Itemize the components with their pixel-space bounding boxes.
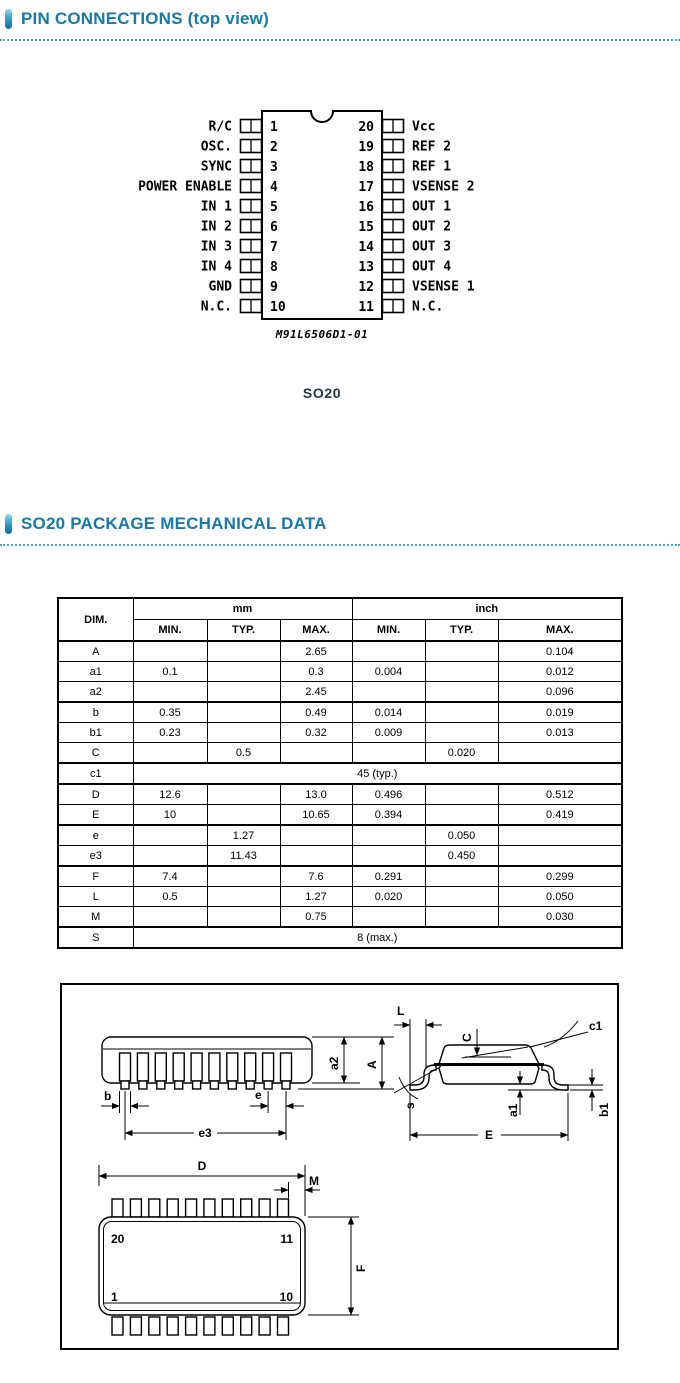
pin-label: N.C. — [412, 299, 444, 315]
cell: c1 — [58, 763, 133, 784]
cell: 13.0 — [280, 784, 352, 805]
pin-label: GND — [208, 279, 232, 295]
package-body-top — [99, 1217, 305, 1315]
cell — [498, 846, 622, 867]
cell: 10 — [133, 805, 207, 826]
cell: D — [58, 784, 133, 805]
cell: C — [58, 743, 133, 764]
pin-number: 3 — [270, 160, 278, 175]
cell: L — [58, 887, 133, 907]
cell — [133, 641, 207, 662]
table-row — [58, 907, 622, 928]
body-bottom-half — [439, 1064, 539, 1084]
dim-label-a1: a1 — [506, 1103, 520, 1117]
cell — [133, 682, 207, 703]
dim-label-C: C — [460, 1033, 474, 1042]
cell: e — [58, 825, 133, 846]
cell: F — [58, 866, 133, 887]
pin-label: OUT 1 — [412, 199, 452, 215]
top-view-top-leads — [112, 1199, 289, 1217]
cell — [352, 743, 425, 764]
pin-label: OUT 2 — [412, 219, 452, 235]
cell: 2.45 — [280, 682, 352, 703]
pin-label: VSENSE 1 — [412, 279, 475, 295]
pin-number: 19 — [358, 140, 374, 155]
cell — [133, 743, 207, 764]
table-row — [58, 662, 622, 682]
dim-label-e: e — [255, 1088, 262, 1102]
cell: 0.020 — [352, 887, 425, 907]
table-row — [58, 866, 622, 887]
cell — [425, 641, 498, 662]
table-row — [58, 641, 622, 662]
cell: 0.32 — [280, 723, 352, 743]
pin-number: 4 — [270, 180, 278, 195]
col-header: mm — [133, 598, 352, 620]
cell — [352, 846, 425, 867]
pin-number: 12 — [358, 280, 374, 295]
col-header: MAX. — [498, 620, 622, 642]
cell: 0.35 — [133, 702, 207, 723]
left-lead — [410, 1065, 436, 1090]
cell: 0.013 — [498, 723, 622, 743]
dim-label-E: E — [484, 1128, 494, 1142]
pin-label: IN 4 — [200, 259, 232, 275]
cell — [425, 887, 498, 907]
dim-label-s: s — [403, 1102, 417, 1109]
table-row — [58, 887, 622, 907]
cell: 0.75 — [280, 907, 352, 928]
table-row — [58, 784, 622, 805]
cell: 0.020 — [425, 743, 498, 764]
cell: 0.23 — [133, 723, 207, 743]
section-mechanical-data — [0, 511, 680, 546]
cell: 10.65 — [280, 805, 352, 826]
cell: 0.050 — [498, 887, 622, 907]
end-view — [394, 1004, 611, 1142]
cell — [425, 805, 498, 826]
cell: 0.49 — [280, 702, 352, 723]
table-row — [58, 702, 622, 723]
cell — [352, 682, 425, 703]
corner-pin-number: 10 — [279, 1290, 293, 1304]
section-title: SO20 PACKAGE MECHANICAL DATA — [21, 514, 327, 533]
table-row — [58, 723, 622, 743]
table-row — [58, 763, 622, 784]
table-row — [58, 927, 622, 948]
col-header: TYP. — [425, 620, 498, 642]
cell: a2 — [58, 682, 133, 703]
pin-label: SYNC — [200, 159, 232, 175]
cell: b1 — [58, 723, 133, 743]
cell — [425, 723, 498, 743]
table-subheader-row — [58, 620, 622, 642]
pin-label: IN 2 — [200, 219, 232, 235]
pin-label: OUT 4 — [412, 259, 452, 275]
cell: A — [58, 641, 133, 662]
dim-label-e3: e3 — [198, 1126, 212, 1140]
top-view-bottom-leads — [112, 1317, 289, 1335]
pin-label: OSC. — [200, 139, 232, 155]
right-lead — [542, 1065, 568, 1090]
cell: 0.104 — [498, 641, 622, 662]
cell: 0.512 — [498, 784, 622, 805]
cell — [498, 825, 622, 846]
dim-label-b1: b1 — [597, 1102, 611, 1117]
cell: 0.014 — [352, 702, 425, 723]
cell: 0.5 — [207, 743, 280, 764]
pin-number: 16 — [358, 200, 374, 215]
cell: 7.4 — [133, 866, 207, 887]
cell — [207, 723, 280, 743]
pin-label: POWER ENABLE — [138, 179, 232, 195]
pinout-diagram — [120, 103, 480, 403]
col-header: inch — [352, 598, 622, 620]
cell — [425, 866, 498, 887]
dim-label-L: L — [397, 1004, 405, 1018]
cell: a1 — [58, 662, 133, 682]
pin-label: IN 1 — [200, 199, 232, 215]
pin-number: 6 — [270, 220, 278, 235]
cell — [207, 866, 280, 887]
corner-pin-number: 11 — [280, 1232, 293, 1246]
pin-number: 11 — [358, 300, 374, 315]
table-row — [58, 846, 622, 867]
col-header: MAX. — [280, 620, 352, 642]
top-view — [99, 1159, 368, 1335]
table-row — [58, 825, 622, 846]
pin-number: 9 — [270, 280, 278, 295]
corner-pin-number: 20 — [111, 1232, 125, 1246]
cell — [280, 846, 352, 867]
cell: 11.43 — [207, 846, 280, 867]
side-view — [101, 1037, 394, 1140]
cell — [498, 743, 622, 764]
pin-number: 10 — [270, 300, 286, 315]
pin-label: N.C. — [200, 299, 232, 315]
cell — [207, 641, 280, 662]
package-drawing-box — [60, 983, 619, 1350]
cell: S — [58, 927, 133, 948]
cell: 0.496 — [352, 784, 425, 805]
package-caption: SO20 — [302, 385, 342, 401]
pin-number: 15 — [358, 220, 374, 235]
cell — [280, 743, 352, 764]
table-row — [58, 682, 622, 703]
pin-number: 2 — [270, 140, 278, 155]
section-pin-connections — [0, 6, 680, 41]
heading-bar-icon — [5, 514, 12, 534]
pin-number: 7 — [270, 240, 278, 255]
cell — [425, 662, 498, 682]
dim-label-M: M — [309, 1174, 319, 1188]
pin-label: R/C — [208, 119, 232, 135]
cell — [425, 682, 498, 703]
section-title: PIN CONNECTIONS (top view) — [21, 9, 269, 28]
cell — [207, 702, 280, 723]
table-header-row — [58, 598, 622, 620]
dim-label-b: b — [104, 1089, 112, 1103]
col-header: DIM. — [58, 598, 133, 641]
mechanical-data-table — [57, 597, 623, 949]
pin-number: 20 — [358, 120, 374, 135]
cell — [352, 825, 425, 846]
pin-number: 1 — [270, 120, 278, 135]
heading-bar-icon — [5, 9, 12, 29]
cell: 0.019 — [498, 702, 622, 723]
cell — [133, 846, 207, 867]
cell: b — [58, 702, 133, 723]
col-header: TYP. — [207, 620, 280, 642]
pin-number: 17 — [358, 180, 374, 195]
pin-number: 13 — [358, 260, 374, 275]
cell — [207, 907, 280, 928]
cell: 0.3 — [280, 662, 352, 682]
dim-label-a2: a2 — [327, 1056, 341, 1070]
col-header: MIN. — [352, 620, 425, 642]
cell: 45 (typ.) — [133, 763, 622, 784]
dim-label-c1: c1 — [589, 1019, 603, 1033]
dim-label-D: D — [197, 1159, 207, 1173]
cell: 2.65 — [280, 641, 352, 662]
cell: e3 — [58, 846, 133, 867]
table-row — [58, 743, 622, 764]
cell: 0.004 — [352, 662, 425, 682]
cell — [133, 825, 207, 846]
cell: 0.291 — [352, 866, 425, 887]
cell: 0.012 — [498, 662, 622, 682]
cell: 1.27 — [207, 825, 280, 846]
cell: M — [58, 907, 133, 928]
cell — [280, 825, 352, 846]
cell: 0.009 — [352, 723, 425, 743]
cell: 8 (max.) — [133, 927, 622, 948]
cell — [425, 907, 498, 928]
dim-label-F: F — [354, 1264, 368, 1272]
cell: 0.394 — [352, 805, 425, 826]
cell: 0.1 — [133, 662, 207, 682]
pin-number: 14 — [358, 240, 374, 255]
cell — [133, 907, 207, 928]
cell: 0.096 — [498, 682, 622, 703]
pin-label: REF 2 — [412, 139, 452, 155]
cell — [207, 682, 280, 703]
cell — [425, 784, 498, 805]
pin-number: 8 — [270, 260, 278, 275]
pin-label: Vcc — [412, 119, 436, 135]
cell: 1.27 — [280, 887, 352, 907]
cell — [207, 887, 280, 907]
cell: 0.299 — [498, 866, 622, 887]
pin-label: OUT 3 — [412, 239, 452, 255]
table-row — [58, 805, 622, 826]
cell: 0.5 — [133, 887, 207, 907]
die-code: M91L6506D1-01 — [275, 328, 369, 341]
cell: 0.050 — [425, 825, 498, 846]
cell: 7.6 — [280, 866, 352, 887]
cell — [352, 641, 425, 662]
cell: 0.419 — [498, 805, 622, 826]
cell: 12.6 — [133, 784, 207, 805]
package-drawing — [62, 985, 617, 1348]
cell — [352, 907, 425, 928]
pin-label: IN 3 — [200, 239, 232, 255]
pin-label: REF 1 — [412, 159, 452, 175]
dim-label-A: A — [365, 1060, 379, 1069]
cell: 0.030 — [498, 907, 622, 928]
pin-label: VSENSE 2 — [412, 179, 475, 195]
cell — [207, 662, 280, 682]
cell — [425, 702, 498, 723]
pin-number: 18 — [358, 160, 374, 175]
cell: 0.450 — [425, 846, 498, 867]
cell — [207, 784, 280, 805]
col-header: MIN. — [133, 620, 207, 642]
corner-pin-number: 1 — [111, 1290, 118, 1304]
pin-number: 5 — [270, 200, 278, 215]
cell: E — [58, 805, 133, 826]
cell — [207, 805, 280, 826]
